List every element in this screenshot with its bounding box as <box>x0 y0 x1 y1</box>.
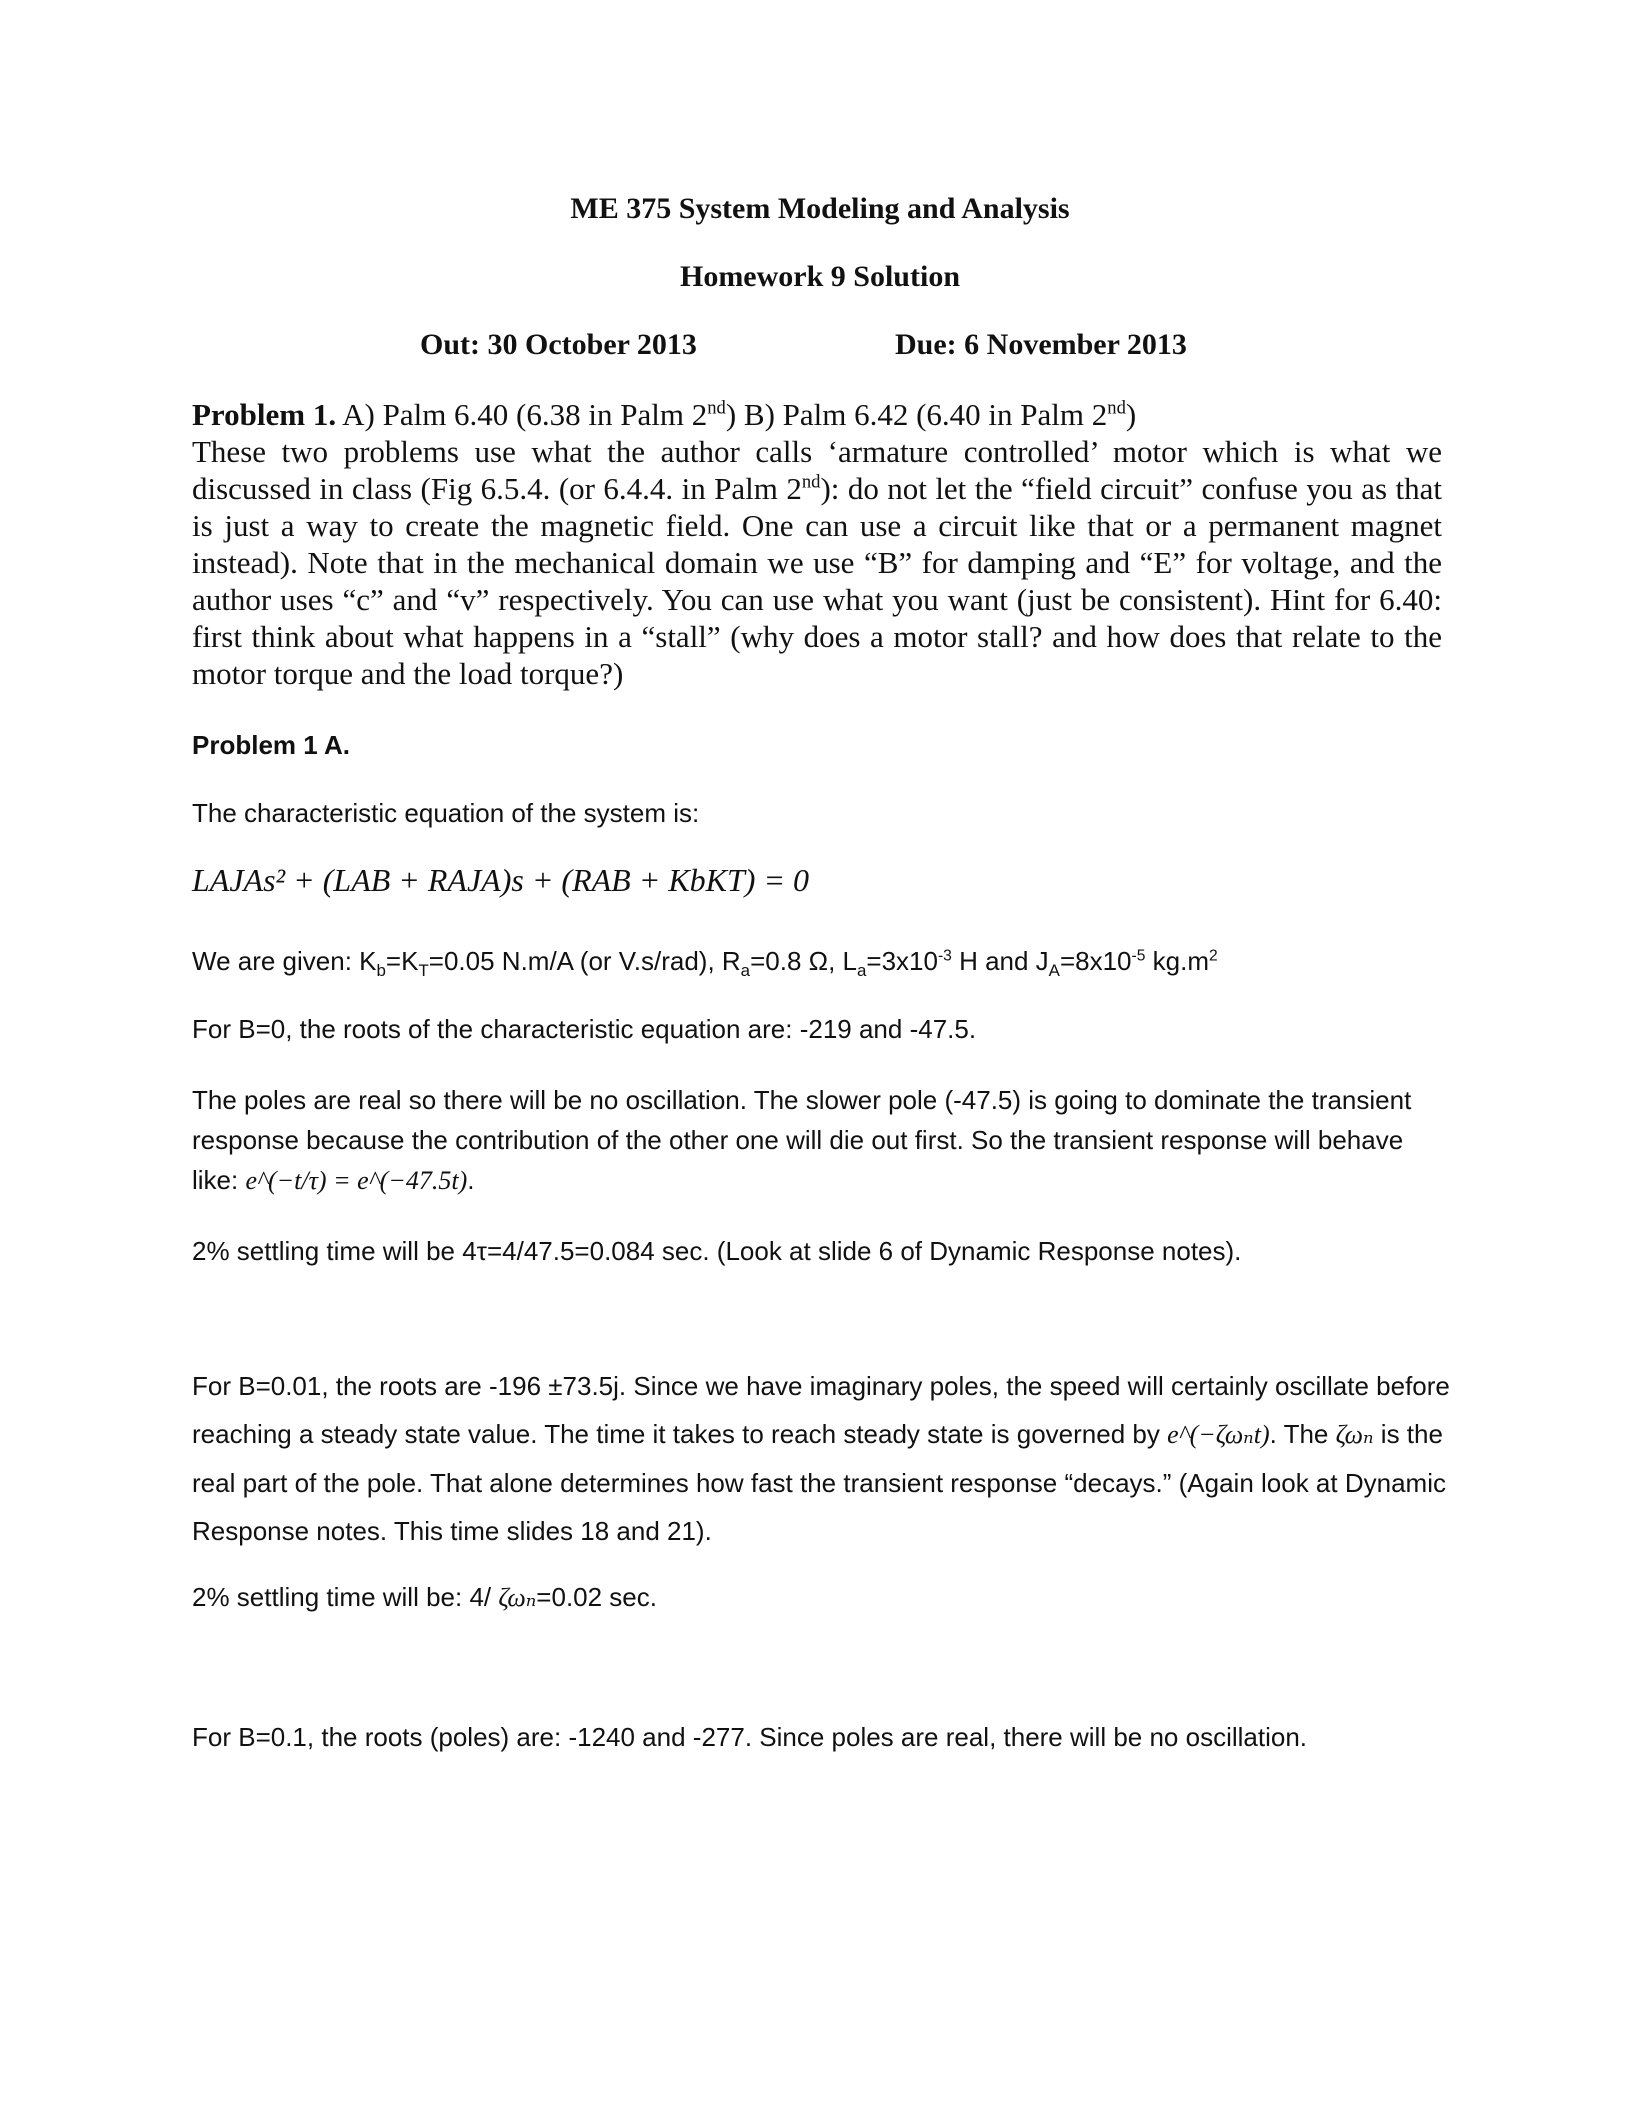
subscript: A <box>1048 961 1060 981</box>
equation-text: LAJAs² + (LAB + RAJA)s + (RAB + KbKT) = 0 <box>192 862 810 898</box>
characteristic-equation <box>192 862 1452 899</box>
given-text: kg.m <box>1145 946 1209 976</box>
problem-close: ) <box>1125 397 1137 432</box>
problem-part-b-ref: ) B) Palm 6.42 (6.40 in Palm 2 <box>725 397 1108 432</box>
b0-roots: For B=0, the roots of the characteristic equation are: -219 and -47.5. <box>192 1014 977 1044</box>
paragraph-text: The poles are real so there will be no oscillation. The slower pole (-47.5) is going to dominate the transient response because the contribution of the other one will die out first. So the transient response will behave like: <box>192 1085 1412 1195</box>
subscript: b <box>376 961 386 981</box>
settling-time-2 <box>192 1582 1452 1613</box>
paragraph-text: is the real part of the pole. That alone determines how fast the transient response “decays.” (Again look at Dynamic Response notes. This time slides 18 and 21). <box>192 1419 1446 1546</box>
problem-heading: Problem 1. <box>192 397 337 432</box>
superscript: nd <box>801 471 821 493</box>
problem-part-a-ref: A) Palm 6.40 (6.38 in Palm 2 <box>336 397 708 432</box>
paragraph-text: =0.02 sec. <box>536 1582 657 1612</box>
out-date: Out: 30 October 2013 <box>420 328 697 361</box>
b001-paragraph <box>192 1362 1452 1555</box>
given-text: H and J <box>951 946 1049 976</box>
superscript: 2 <box>1208 947 1218 965</box>
subscript: T <box>418 961 429 981</box>
solution-heading: Problem 1 A. <box>192 730 350 760</box>
inline-math: ζωₙ <box>1335 1420 1374 1449</box>
given-values <box>192 946 1452 981</box>
due-date: Due: 6 November 2013 <box>895 328 1187 361</box>
document-subtitle: Homework 9 Solution <box>679 260 961 293</box>
superscript: nd <box>1107 397 1126 419</box>
given-text: We are given: K <box>192 946 377 976</box>
settling-time-1: 2% settling time will be 4τ=4/47.5=0.084 sec. (Look at slide 6 of Dynamic Response notes). <box>192 1236 1242 1266</box>
given-text: =0.05 N.m/A (or V.s/rad), R <box>428 946 741 976</box>
superscript: nd <box>707 397 726 419</box>
given-text: =0.8 Ω, L <box>750 946 857 976</box>
subscript: a <box>740 961 751 981</box>
problem-body-1: These two problems use what the author calls ‘armature controlled’ motor which is what we discussed in class (Fig 6.5.4. (or 6.4.4. in Palm 2 <box>192 434 1442 506</box>
paragraph-text: . The <box>1269 1419 1336 1449</box>
problem-statement <box>192 396 1442 692</box>
inline-math: e^(−t/τ) = e^(−47.5t) <box>245 1166 468 1195</box>
subscript: a <box>856 961 867 981</box>
inline-math: e^(−ζωₙt) <box>1167 1420 1270 1449</box>
paragraph-text: 2% settling time will be: 4/ <box>192 1582 499 1612</box>
b0-paragraph <box>192 1080 1452 1201</box>
document-title: ME 375 System Modeling and Analysis <box>570 192 1070 225</box>
paragraph-text: For B=0.01, the roots are -196 ±73.5j. Since we have imaginary poles, the speed will certainly oscillate before reaching a steady state value. The time it takes to reach steady state is governed by <box>192 1371 1450 1449</box>
given-text: =3x10 <box>866 946 938 976</box>
superscript: -5 <box>1131 947 1146 965</box>
characteristic-intro: The characteristic equation of the system is: <box>192 798 700 828</box>
given-text: =K <box>385 946 419 976</box>
given-text: =8x10 <box>1059 946 1132 976</box>
problem-body-2: ): do not let the “field circuit” confuse you as that is just a way to create the magnetic field. One can use a circuit like that or a permanent magnet instead). Note that in the mechanical domain we use “B” for damping and “E” for voltage, and the author uses “c” and “v” respectively. You can use what you want (just be consistent). Hint for 6.40: first think about what happens in a “stall” (why does a motor stall? and how does that relate to the motor torque and the load torque?) <box>192 471 1442 691</box>
superscript: -3 <box>937 947 952 965</box>
inline-math: ζωₙ <box>498 1583 537 1612</box>
paragraph-text: . <box>467 1165 475 1195</box>
b01-roots: For B=0.1, the roots (poles) are: -1240 and -277. Since poles are real, there will be no oscillation. <box>192 1722 1308 1752</box>
